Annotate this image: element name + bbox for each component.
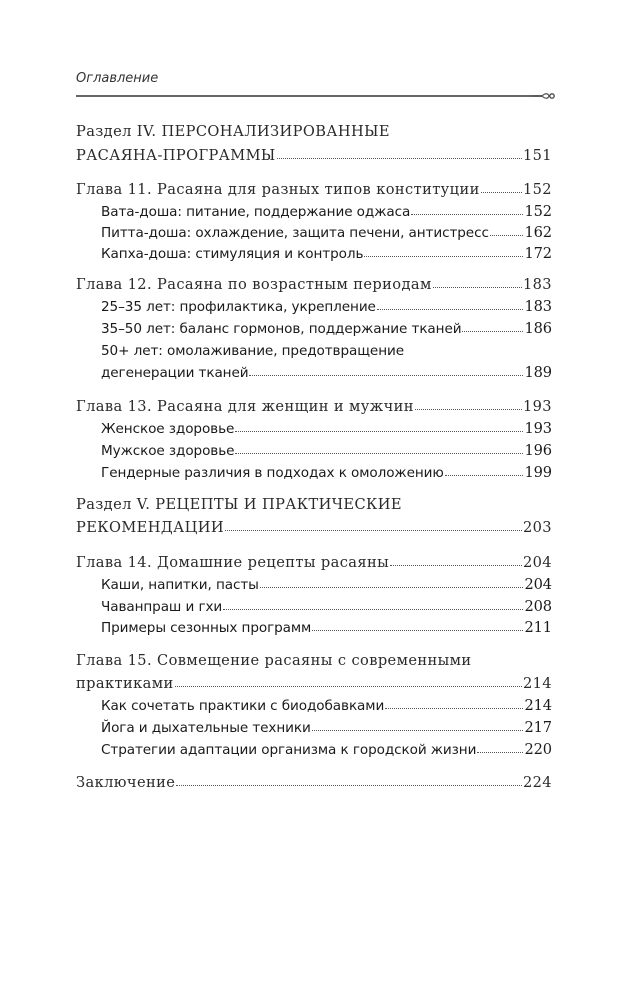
toc-subentry[interactable] bbox=[101, 320, 552, 338]
toc-entry-chapter-12[interactable] bbox=[76, 276, 552, 294]
toc-subentry[interactable] bbox=[101, 719, 552, 737]
toc-subentry-title: Питта-доша: охлаждение, защита печени, антистресс bbox=[101, 225, 489, 241]
header-rule bbox=[76, 95, 542, 97]
toc-page-number: 193 bbox=[522, 398, 552, 415]
toc-subentry-title: Вата-доша: питание, поддержание оджаса bbox=[101, 204, 411, 220]
leader-dots bbox=[481, 192, 522, 193]
leader-dots bbox=[223, 609, 523, 610]
toc-subentry-title: Йога и дыхательные техники bbox=[101, 720, 311, 736]
leader-dots bbox=[176, 785, 522, 786]
toc-page-number: 203 bbox=[522, 519, 552, 536]
toc-page-number: 162 bbox=[524, 224, 552, 241]
leader-dots bbox=[312, 630, 523, 631]
leader-dots bbox=[490, 235, 524, 236]
toc-subentry-title: Стратегии адаптации организма к городской жизни bbox=[101, 742, 477, 758]
leader-dots bbox=[385, 708, 523, 709]
toc-entry-title: Глава 14. Домашние рецепты расаяны bbox=[76, 554, 390, 571]
leader-dots bbox=[175, 686, 522, 687]
toc-page-number: 199 bbox=[524, 464, 552, 481]
toc-subentry[interactable] bbox=[101, 464, 552, 482]
toc-subentry[interactable] bbox=[101, 598, 552, 616]
leader-dots bbox=[445, 475, 524, 476]
toc-page-number: 186 bbox=[524, 320, 552, 337]
toc-subentry-title: Капха-доша: стимуляция и контроль bbox=[101, 246, 364, 262]
toc-page-number: 189 bbox=[524, 364, 552, 381]
rule-ornament-icon bbox=[532, 90, 556, 102]
toc-page-number: 204 bbox=[524, 576, 552, 593]
leader-dots bbox=[462, 331, 523, 332]
toc-subentry[interactable] bbox=[101, 245, 552, 263]
toc-page-number: 224 bbox=[522, 774, 552, 791]
toc-page-number: 204 bbox=[522, 554, 552, 571]
leader-dots bbox=[312, 730, 524, 731]
toc-entry-chapter-13[interactable] bbox=[76, 398, 552, 416]
leader-dots bbox=[235, 431, 523, 432]
toc-page-number: 220 bbox=[524, 741, 552, 758]
toc-entry-title: Глава 12. Расаяна по возрастным периодам bbox=[76, 276, 432, 293]
leader-dots bbox=[364, 256, 523, 257]
toc-subentry[interactable] bbox=[101, 442, 552, 460]
running-head-title: Оглавление bbox=[76, 71, 159, 86]
leader-dots bbox=[249, 375, 523, 376]
leader-dots bbox=[411, 214, 523, 215]
toc-entry-part-v[interactable] bbox=[76, 519, 552, 537]
toc-entry-title: Глава 13. Расаяна для женщин и мужчин bbox=[76, 398, 414, 415]
toc-entry-title: практиками bbox=[76, 675, 174, 692]
toc-subentry[interactable] bbox=[101, 364, 552, 382]
toc-entry-title: Заключение bbox=[76, 774, 176, 791]
toc-page-number: 152 bbox=[524, 203, 552, 220]
toc-subentry[interactable] bbox=[101, 298, 552, 316]
toc-subentry-title: Мужское здоровье bbox=[101, 443, 235, 459]
leader-dots bbox=[433, 287, 522, 288]
toc-chapter-15-line1: Глава 15. Совмещение расаяны с современными bbox=[76, 652, 472, 669]
toc-page-number: 217 bbox=[524, 719, 552, 736]
toc-subentry[interactable] bbox=[101, 224, 552, 242]
toc-subentry-title: 35–50 лет: баланс гормонов, поддержание тканей bbox=[101, 321, 462, 337]
toc-subentry-title: дегенерации тканей bbox=[101, 365, 249, 381]
toc-subentry[interactable] bbox=[101, 203, 552, 221]
leader-dots bbox=[477, 752, 523, 753]
toc-subentry[interactable] bbox=[101, 697, 552, 715]
toc-page-number: 152 bbox=[522, 181, 552, 198]
toc-subentry[interactable] bbox=[101, 619, 552, 637]
toc-entry-part-iv[interactable] bbox=[76, 147, 552, 165]
toc-subentry-title: Гендерные различия в подходах к омоложению bbox=[101, 465, 444, 481]
toc-subentry-title: Женское здоровье bbox=[101, 421, 235, 437]
toc-part-iv-line1: Раздел IV. ПЕРСОНАЛИЗИРОВАННЫЕ bbox=[76, 123, 390, 140]
toc-subentry-title: Каши, напитки, пасты bbox=[101, 577, 259, 593]
leader-dots bbox=[377, 309, 524, 310]
toc-subentry-title: Как сочетать практики с биодобавками bbox=[101, 698, 385, 714]
leader-dots bbox=[277, 158, 522, 159]
toc-page-number: 214 bbox=[524, 697, 552, 714]
toc-subentry-title: Чаванпраш и гхи bbox=[101, 599, 223, 615]
toc-page-number: 196 bbox=[524, 442, 552, 459]
toc-subentry[interactable] bbox=[101, 576, 552, 594]
toc-page-number: 151 bbox=[522, 147, 552, 164]
toc-entry-chapter-14[interactable] bbox=[76, 554, 552, 572]
toc-entry-title: РЕКОМЕНДАЦИИ bbox=[76, 519, 224, 536]
leader-dots bbox=[260, 587, 524, 588]
toc-page-number: 211 bbox=[524, 619, 552, 636]
toc-part-v-line1: Раздел V. РЕЦЕПТЫ И ПРАКТИЧЕСКИЕ bbox=[76, 496, 402, 513]
toc-subentry-line1: 50+ лет: омолаживание, предотвращение bbox=[101, 343, 404, 359]
toc-entry-title: Глава 11. Расаяна для разных типов конституции bbox=[76, 181, 480, 198]
toc-subentry-title: 25–35 лет: профилактика, укрепление bbox=[101, 299, 376, 315]
leader-dots bbox=[235, 453, 523, 454]
toc-page-number: 183 bbox=[522, 276, 552, 293]
leader-dots bbox=[390, 565, 522, 566]
leader-dots bbox=[415, 409, 522, 410]
toc-subentry[interactable] bbox=[101, 420, 552, 438]
toc-entry-title: РАСАЯНА-ПРОГРАММЫ bbox=[76, 147, 276, 164]
toc-page-number: 172 bbox=[524, 245, 552, 262]
leader-dots bbox=[225, 530, 522, 531]
toc-page-number: 193 bbox=[524, 420, 552, 437]
toc-entry-conclusion[interactable] bbox=[76, 774, 552, 792]
toc-page-number: 208 bbox=[524, 598, 552, 615]
toc-page-number: 214 bbox=[522, 675, 552, 692]
toc-entry-chapter-15[interactable] bbox=[76, 675, 552, 693]
toc-subentry[interactable] bbox=[101, 741, 552, 759]
toc-subentry-title: Примеры сезонных программ bbox=[101, 620, 312, 636]
toc-entry-chapter-11[interactable] bbox=[76, 181, 552, 199]
toc-page-number: 183 bbox=[524, 298, 552, 315]
